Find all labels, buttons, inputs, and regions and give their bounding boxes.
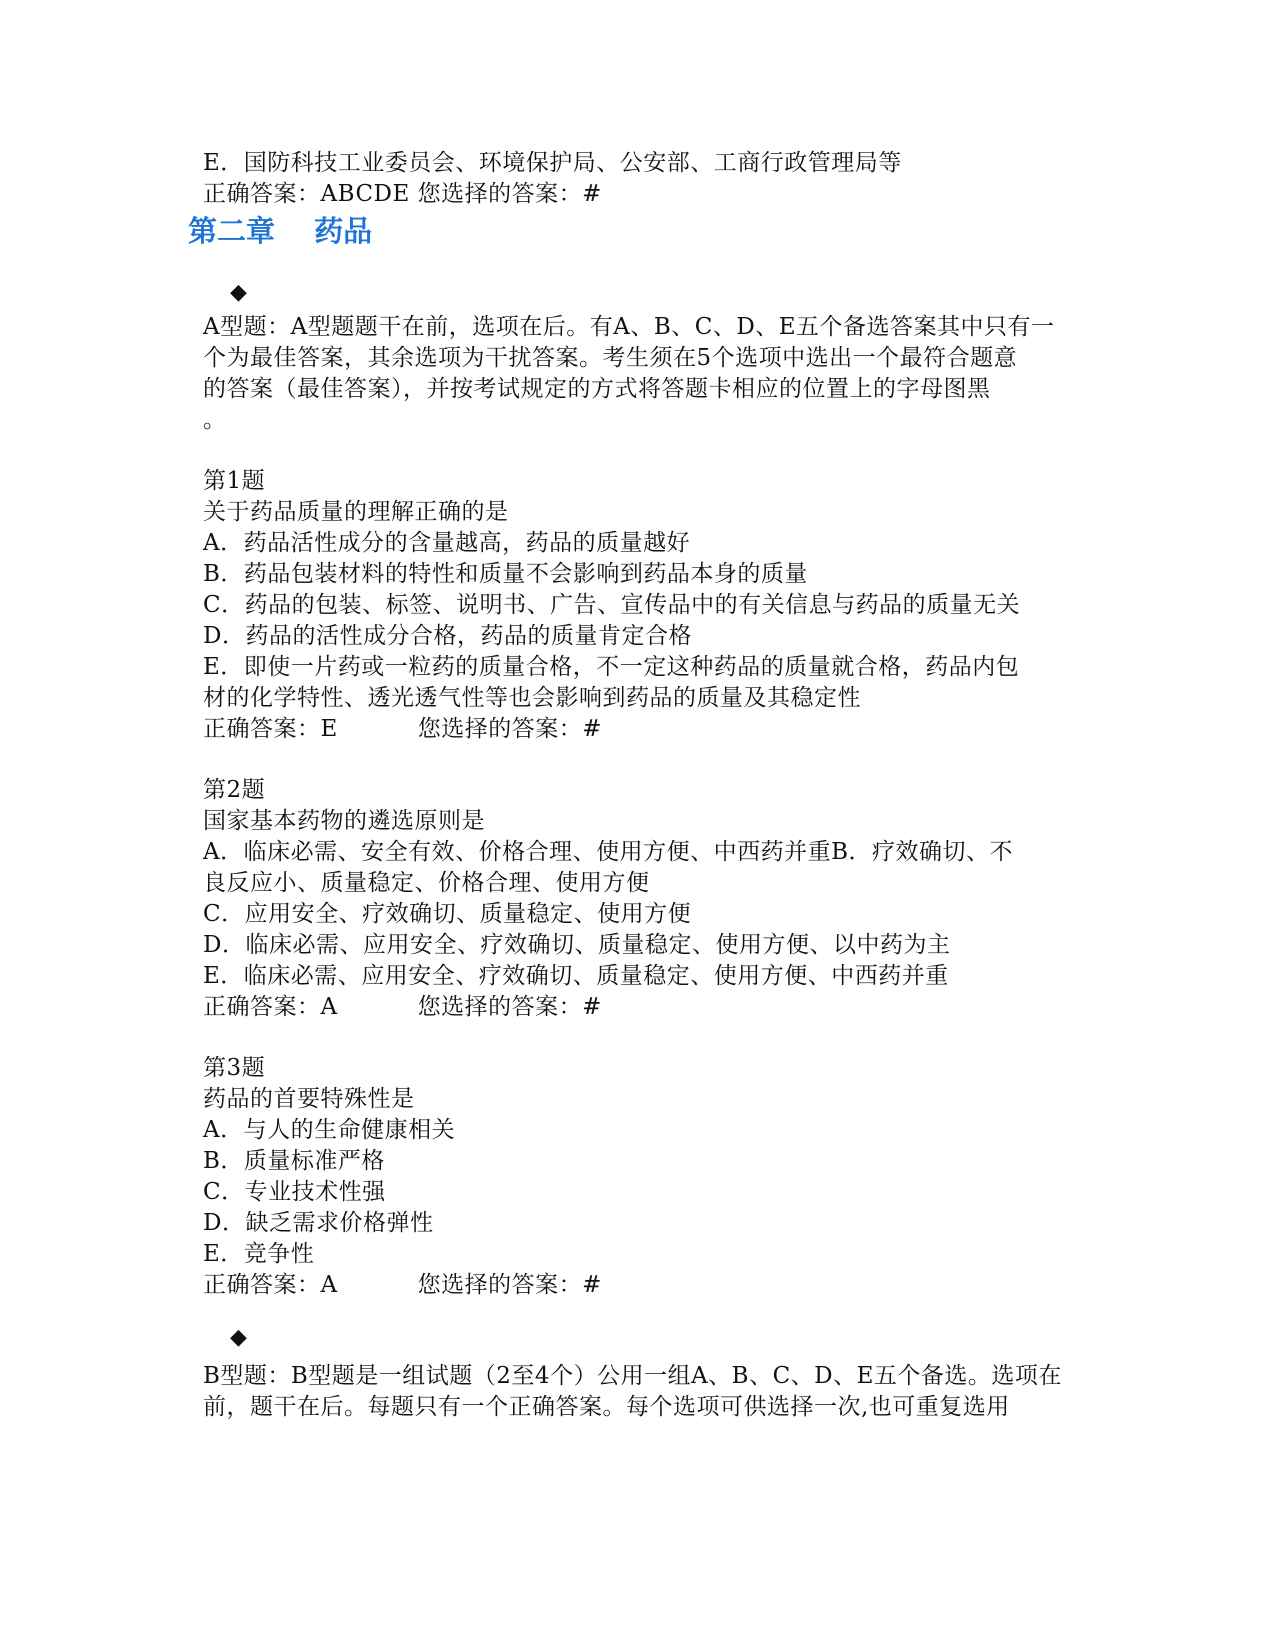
section-a-intro-line: 个为最佳答案，其余选项为干扰答案。考生须在5个选项中选出一个最符合题意: [203, 345, 1018, 371]
correct-answer: 正确答案：E: [203, 716, 338, 742]
section-a-intro-line: A型题：A型题题干在前，选项在后。有A、B、C、D、E五个备选答案其中只有一: [203, 314, 1055, 340]
diamond-bullet-icon: ◆: [230, 1325, 247, 1350]
question-stem: 关于药品质量的理解正确的是: [203, 499, 509, 525]
question-option: D．药品的活性成分合格，药品的质量肯定合格: [203, 623, 692, 649]
section-a-intro-line: 。: [203, 407, 227, 433]
answer-row: [203, 713, 602, 745]
question-option: 良反应小、质量稳定、价格合理、使用方便: [203, 870, 650, 896]
section-b-intro-line: 前，题干在后。每题只有一个正确答案。每个选项可供选择一次,也可重复选用: [203, 1394, 1010, 1420]
chapter-title: 第二章 药品: [188, 214, 373, 248]
question-option: 材的化学特性、透光透气性等也会影响到药品的质量及其稳定性: [203, 685, 861, 711]
question-option: D．缺乏需求价格弹性: [203, 1210, 434, 1236]
your-answer: 您选择的答案：#: [417, 994, 602, 1020]
question-number: 第3题: [203, 1055, 266, 1081]
question-stem: 药品的首要特殊性是: [203, 1086, 415, 1112]
correct-answer: 正确答案：A: [203, 994, 338, 1020]
question-option: E．临床必需、应用安全、疗效确切、质量稳定、使用方便、中西药并重: [203, 963, 949, 989]
question-option: A．与人的生命健康相关: [203, 1117, 456, 1143]
question-option: B．质量标准严格: [203, 1148, 385, 1174]
correct-answer: 正确答案：A: [203, 1272, 338, 1298]
answer-row: [203, 1269, 602, 1301]
question-stem: 国家基本药物的遴选原则是: [203, 808, 485, 834]
option-e-text: E．国防科技工业委员会、环境保护局、公安部、工商行政管理局等: [203, 150, 902, 176]
question-option: A．药品活性成分的含量越高，药品的质量越好: [203, 530, 691, 556]
question-number: 第1题: [203, 468, 266, 494]
question-option: B．药品包装材料的特性和质量不会影响到药品本身的质量: [203, 561, 808, 587]
question-option: A．临床必需、安全有效、价格合理、使用方便、中西药并重B．疗效确切、不: [203, 839, 1014, 865]
question-option: E．竞争性: [203, 1241, 315, 1267]
question-option: D．临床必需、应用安全、疗效确切、质量稳定、使用方便、以中药为主: [203, 932, 951, 958]
question-option: C．应用安全、疗效确切、质量稳定、使用方便: [203, 901, 692, 927]
question-option: E．即使一片药或一粒药的质量合格，不一定这种药品的质量就合格，药品内包: [203, 654, 1020, 680]
answer-line: 正确答案：ABCDE 您选择的答案：#: [203, 181, 602, 207]
question-number: 第2题: [203, 777, 266, 803]
diamond-bullet-icon: ◆: [230, 280, 247, 305]
question-option: C．专业技术性强: [203, 1179, 386, 1205]
your-answer: 您选择的答案：#: [417, 1272, 602, 1298]
section-b-intro-line: B型题：B型题是一组试题（2至4个）公用一组A、B、C、D、E五个备选。选项在: [203, 1363, 1062, 1389]
question-option: C．药品的包装、标签、说明书、广告、宣传品中的有关信息与药品的质量无关: [203, 592, 1021, 618]
your-answer: 您选择的答案：#: [417, 716, 603, 742]
section-a-intro-line: 的答案（最佳答案），并按考试规定的方式将答题卡相应的位置上的字母图黑: [203, 376, 991, 402]
answer-row: [203, 991, 602, 1023]
